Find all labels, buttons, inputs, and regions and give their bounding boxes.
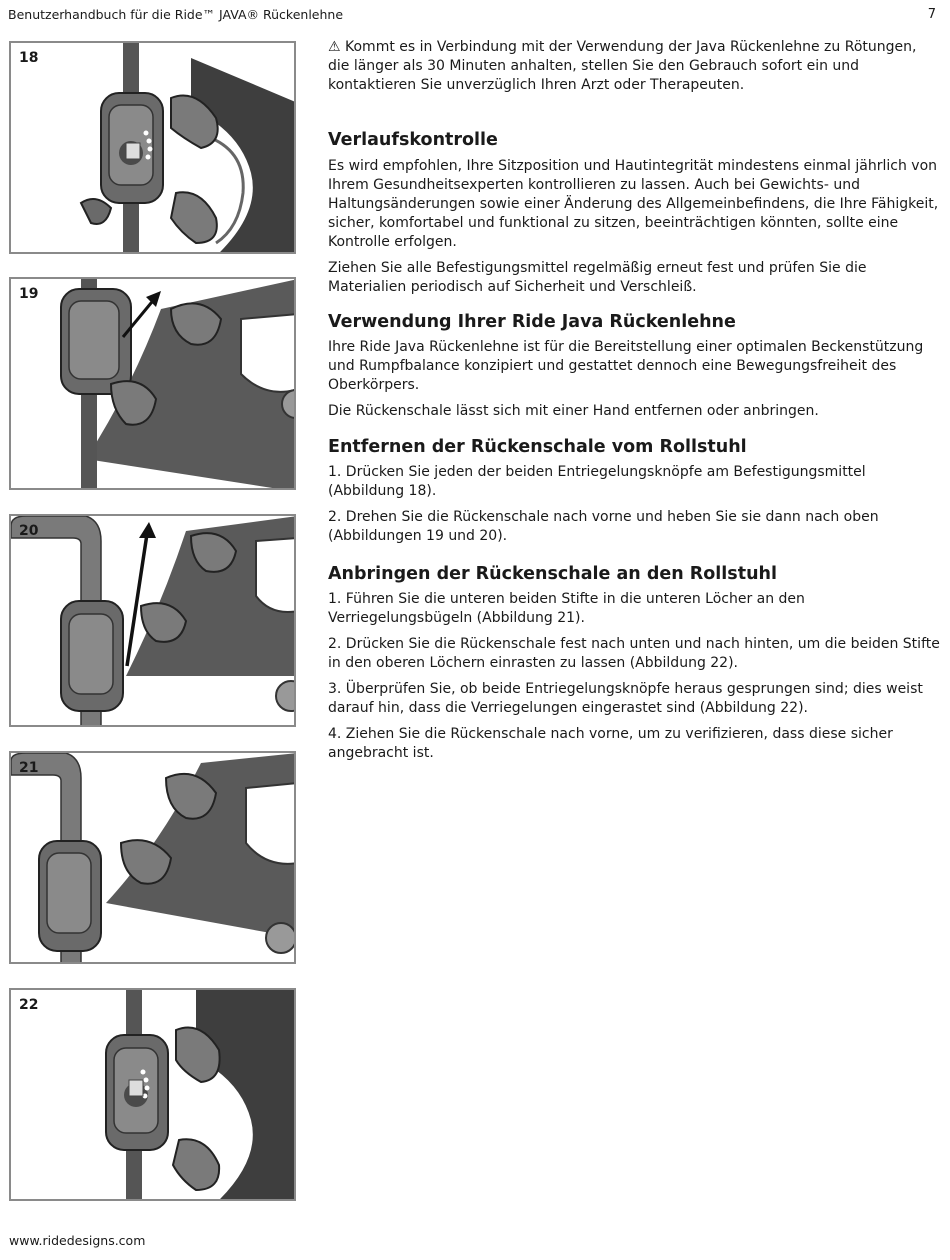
- step-item: 1. Drücken Sie jeden der beiden Entriegelungsknöpfe am Befestigungsmittel (Abbildung 18).: [328, 464, 866, 499]
- section-heading: Verwendung Ihrer Ride Java Rückenlehne: [328, 312, 736, 332]
- section-entfernen: [328, 436, 940, 553]
- section-heading: Anbringen der Rückenschale an den Rollstuhl: [328, 564, 778, 584]
- section-anbringen: [328, 563, 940, 770]
- figure-number: 18: [19, 50, 39, 66]
- paragraph: Die Rückenschale lässt sich mit einer Hand entfernen oder anbringen.: [328, 403, 819, 419]
- header-title: Benutzerhandbuch für die Ride™ JAVA® Rückenlehne: [8, 7, 344, 22]
- step-item: 4. Ziehen Sie die Rückenschale nach vorne, um zu verifizieren, dass diese sicher angebracht ist.: [328, 726, 893, 761]
- step-item: 3. Überprüfen Sie, ob beide Entriegelungsknöpfe heraus gesprungen sind; dies weist darauf hin, dass die Verriegelungen eingerastet sind (Abbildung 22).: [328, 681, 923, 716]
- warning-paragraph: [328, 38, 940, 102]
- step-item: 2. Drehen Sie die Rückenschale nach vorne und heben Sie sie dann nach oben (Abbildungen 19 und 20).: [328, 509, 879, 544]
- page-number: 7: [927, 7, 936, 22]
- figure-19: [9, 277, 296, 490]
- bracket-illustration: [11, 279, 296, 490]
- bracket-illustration: [11, 43, 296, 254]
- bracket-illustration: [11, 516, 296, 727]
- section-verlaufskontrolle: [328, 129, 940, 304]
- step-item: 2. Drücken Sie die Rückenschale fest nach unten und nach hinten, um die beiden Stifte in den oberen Löchern einrasten zu lassen (Abbildung 22).: [328, 636, 940, 671]
- figure-22: [9, 988, 296, 1201]
- bracket-illustration: [11, 753, 296, 964]
- figure-number: 21: [19, 760, 39, 776]
- bracket-illustration: [11, 990, 296, 1201]
- figure-18: [9, 41, 296, 254]
- step-item: 1. Führen Sie die unteren beiden Stifte in die unteren Löcher an den Verriegelungsbügeln (Abbildung 21).: [328, 591, 805, 626]
- figure-number: 19: [19, 286, 39, 302]
- paragraph: Ihre Ride Java Rückenlehne ist für die Bereitstellung einer optimalen Beckenstützung und Rumpfbalance konzipiert und gestattet dennoch eine Bewegungsfreiheit des Oberkörpers.: [328, 339, 924, 393]
- section-heading: Entfernen der Rückenschale vom Rollstuhl: [328, 437, 747, 457]
- section-verwendung: [328, 311, 940, 428]
- figure-number: 22: [19, 997, 39, 1013]
- figure-20: [9, 514, 296, 727]
- footer-url: www.ridedesigns.com: [9, 1233, 146, 1248]
- figure-number: 20: [19, 523, 39, 539]
- warning-text: ⚠ Kommt es in Verbindung mit der Verwendung der Java Rückenlehne zu Rötungen, die länger als 30 Minuten anhalten, stellen Sie den Gebrauch sofort ein und kontaktieren Sie unverzüglich Ihren Arzt oder Therapeuten.: [328, 39, 917, 93]
- paragraph: Es wird empfohlen, Ihre Sitzposition und Hautintegrität mindestens einmal jährlich von Ihrem Gesundheitsexperten kontrollieren zu lassen. Auch bei Gewichts- und Haltungsänderungen sowie einer Änderung des Allgemeinbefindens, die Ihre Fähigkeit, sicher, komfortabel und funktional zu sitzen, beeinträchtigen könnten, sollte eine Kontrolle erfolgen.: [328, 158, 939, 250]
- figure-21: [9, 751, 296, 964]
- paragraph: Ziehen Sie alle Befestigungsmittel regelmäßig erneut fest und prüfen Sie die Materialien periodisch auf Sicherheit und Verschleiß.: [328, 260, 867, 295]
- section-heading: Verlaufskontrolle: [328, 130, 498, 150]
